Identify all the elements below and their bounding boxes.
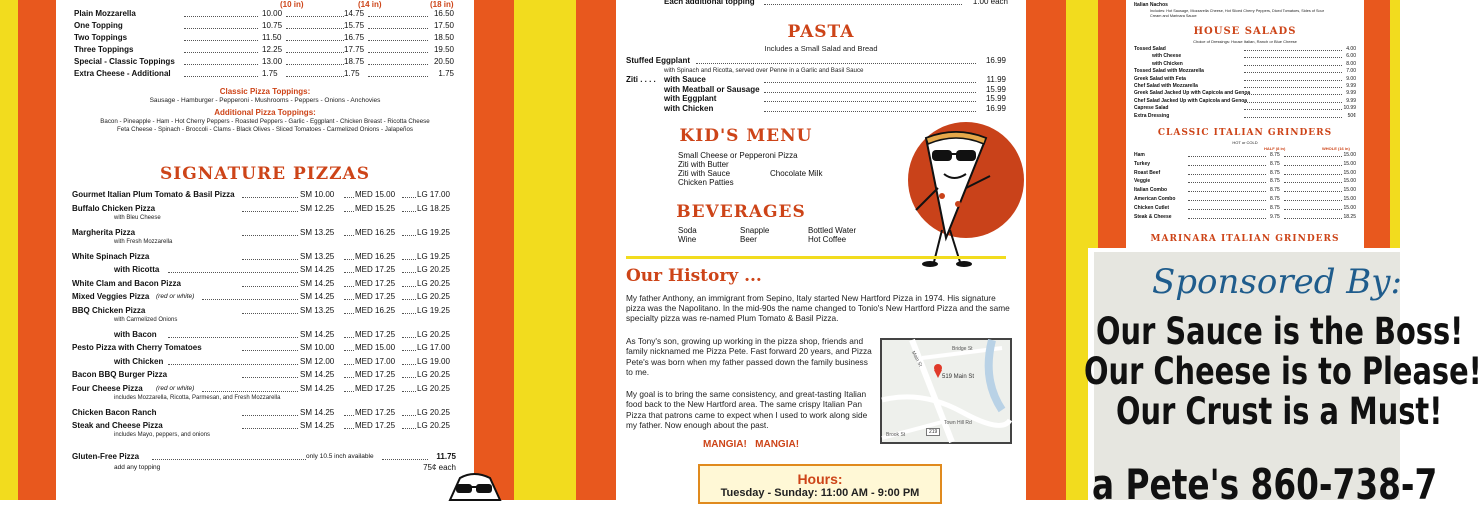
salad-row bbox=[1134, 83, 1356, 90]
grinder-whole: 15.00 bbox=[1343, 178, 1356, 185]
salad-price: 6.00 bbox=[1346, 53, 1356, 60]
price-medium: MED 17.00 bbox=[355, 356, 396, 366]
menu-page-1 bbox=[0, 0, 548, 500]
price-large: LG 20.25 bbox=[417, 329, 450, 339]
slogan-line-2: Our Cheese is to Please! bbox=[1084, 350, 1482, 393]
signature-pizza-name: Buffalo Chicken Pizza bbox=[72, 203, 156, 213]
price-medium: 18.75 bbox=[344, 57, 365, 66]
bev-beer: Beer bbox=[740, 235, 757, 244]
house-salads-title: HOUSE SALADS bbox=[1193, 26, 1297, 37]
pizza-mascot-partial-icon bbox=[444, 472, 506, 500]
size-header-small: (10 in) bbox=[280, 0, 304, 9]
salad-price: 9.99 bbox=[1346, 90, 1356, 97]
hours-box bbox=[698, 464, 942, 504]
ziti-list bbox=[664, 75, 1006, 119]
price-large: LG 20.25 bbox=[417, 278, 450, 288]
kids-menu-title: KID'S MENU bbox=[679, 126, 813, 146]
pasta-subtitle: Includes a Small Salad and Bread bbox=[764, 44, 878, 53]
signature-pizza-name: with Chicken bbox=[114, 356, 164, 366]
kids-item-5: Chocolate Milk bbox=[770, 169, 823, 178]
price-large: LG 19.25 bbox=[417, 305, 450, 315]
price-small: 12.25 bbox=[262, 45, 283, 54]
price-large: LG 19.25 bbox=[417, 227, 450, 237]
signature-pizza-row bbox=[72, 265, 456, 277]
price-medium: MED 15.25 bbox=[355, 203, 396, 213]
slogan-line-3: Our Crust is a Must! bbox=[1116, 390, 1443, 433]
salad-price: 9.99 bbox=[1346, 83, 1356, 89]
price-medium: MED 16.25 bbox=[355, 251, 396, 261]
salad-price: 50¢ bbox=[1347, 112, 1356, 119]
signature-pizza-row bbox=[72, 252, 456, 264]
price-small: SM 14.25 bbox=[300, 421, 335, 430]
price-large: LG 18.25 bbox=[417, 203, 450, 213]
price-small: SM 12.00 bbox=[300, 356, 335, 366]
grinder-half: 8.75 bbox=[1270, 178, 1280, 185]
price-medium: MED 17.25 bbox=[355, 370, 396, 379]
basic-pizza-name: Two Toppings bbox=[74, 33, 128, 42]
salad-list bbox=[1134, 46, 1356, 120]
grinder-row bbox=[1134, 161, 1356, 168]
salad-row bbox=[1134, 46, 1356, 53]
signature-pizza-name: Margherita Pizza bbox=[72, 227, 136, 237]
price-medium: MED 17.25 bbox=[355, 265, 396, 274]
bev-snapple: Snapple bbox=[740, 226, 770, 235]
signature-pizza-note: includes Mozzarella, Ricotta, Parmesan, and Fresh Mozzarella bbox=[114, 394, 281, 401]
border-left-orange bbox=[18, 0, 56, 500]
signature-pizza-row bbox=[72, 357, 456, 369]
basic-pizza-row bbox=[74, 69, 454, 81]
salad-row bbox=[1134, 76, 1356, 83]
grinder-half: 8.75 bbox=[1270, 187, 1280, 194]
signature-pizza-name: BBQ Chicken Pizza bbox=[72, 305, 146, 315]
salad-price: 9.99 bbox=[1346, 97, 1356, 104]
price-medium: 14.75 bbox=[344, 9, 365, 18]
hours-title: Hours: bbox=[797, 471, 843, 487]
price-large: LG 20.25 bbox=[417, 292, 450, 301]
salad-row bbox=[1134, 113, 1356, 120]
page-2-paper bbox=[616, 0, 1026, 500]
price-small: SM 14.25 bbox=[300, 278, 335, 288]
gluten-topping-price: 75¢ each bbox=[423, 463, 456, 472]
price-medium: 1.75 bbox=[344, 69, 360, 78]
ziti-price: 15.99 bbox=[985, 94, 1006, 103]
salad-name: Caprese Salad bbox=[1134, 105, 1169, 112]
ziti-name: with Sauce bbox=[664, 75, 706, 84]
grinder-row bbox=[1134, 214, 1356, 221]
border-left-orange bbox=[576, 0, 616, 500]
grinder-name: Ham bbox=[1134, 152, 1145, 158]
price-small: SM 13.25 bbox=[300, 227, 335, 237]
salad-name: with Cheese bbox=[1152, 53, 1182, 60]
price-small: 10.00 bbox=[262, 9, 283, 18]
map-address-label: 519 Main St bbox=[942, 374, 975, 380]
each-topping-row bbox=[664, 0, 1008, 9]
signature-pizza-row bbox=[72, 330, 456, 342]
gluten-free-availability: only 10.5 inch available bbox=[306, 453, 374, 460]
price-large: 17.50 bbox=[433, 21, 454, 30]
signature-pizza-list bbox=[72, 190, 456, 450]
grinder-name: Turkey bbox=[1134, 160, 1151, 167]
grinder-whole: 15.00 bbox=[1343, 152, 1356, 158]
grinder-row bbox=[1134, 205, 1356, 212]
nachos-row bbox=[1134, 2, 1356, 9]
price-large: LG 20.25 bbox=[417, 370, 450, 379]
kids-item-4: Chicken Patties bbox=[678, 178, 734, 187]
grinder-whole: 15.00 bbox=[1343, 169, 1356, 176]
price-medium: MED 17.25 bbox=[355, 407, 396, 417]
marinara-grinders-title: MARINARA ITALIAN GRINDERS bbox=[1150, 234, 1340, 244]
signature-pizza-name: Steak and Cheese Pizza bbox=[72, 421, 163, 430]
mangia-text: MANGIA! MANGIA! bbox=[702, 439, 800, 450]
beverages-title: BEVERAGES bbox=[676, 202, 806, 222]
grinder-name: Steak & Cheese bbox=[1134, 213, 1172, 220]
signature-pizza-name: White Clam and Bacon Pizza bbox=[72, 278, 181, 288]
signature-pizzas-title: SIGNATURE PIZZAS bbox=[159, 164, 371, 184]
salad-price: 8.00 bbox=[1346, 60, 1356, 67]
bev-coffee: Hot Coffee bbox=[808, 235, 847, 244]
salad-name: Chef Salad with Mozzarella bbox=[1134, 83, 1198, 89]
price-large: LG 20.25 bbox=[417, 407, 450, 417]
sponsored-by-text: Sponsored By: bbox=[1152, 262, 1402, 302]
signature-pizza-row bbox=[72, 370, 456, 382]
price-medium: 17.75 bbox=[344, 45, 365, 54]
bev-soda: Soda bbox=[678, 226, 697, 235]
ziti-row bbox=[664, 104, 1006, 116]
price-large: LG 20.25 bbox=[417, 265, 450, 274]
ziti-name: with Eggplant bbox=[664, 94, 717, 103]
signature-pizza-name: Mixed Veggies Pizza bbox=[72, 292, 150, 301]
price-small: SM 10.00 bbox=[300, 343, 335, 352]
border-left-yellow bbox=[0, 0, 18, 500]
grinder-half: 8.75 bbox=[1270, 204, 1280, 211]
grinder-row bbox=[1134, 178, 1356, 185]
signature-pizza-suffix: (red or white) bbox=[156, 384, 195, 392]
slogan-line-4: a Pete's 860-738-7 bbox=[1092, 460, 1438, 509]
divider-rule bbox=[626, 256, 1006, 259]
signature-pizza-suffix: (red or white) bbox=[156, 293, 195, 300]
salad-price: 4.00 bbox=[1346, 46, 1356, 52]
price-large: LG 20.25 bbox=[417, 421, 450, 430]
stuffed-eggplant-price: 16.99 bbox=[985, 56, 1006, 65]
bev-wine: Wine bbox=[678, 235, 697, 244]
history-paragraph-1: My father Anthony, an immigrant from Sepino, Italy started New Hartford Pizza in 1974. His signature pizza was the Napolitano. In the mid-90s the name changed to Tonio's New Hartford Pizza and the same specialty pizza was re-named Plum Tomato & Basil Pizza. bbox=[626, 293, 1010, 323]
price-small: 1.75 bbox=[262, 69, 278, 78]
ziti-price: 16.99 bbox=[985, 103, 1006, 113]
price-large: 1.75 bbox=[438, 69, 454, 78]
classic-toppings-list: Sausage - Hamburger - Pepperoni - Mushrooms - Peppers - Onions - Anchovies bbox=[149, 97, 381, 104]
basic-pizza-row bbox=[74, 9, 454, 21]
price-large: LG 19.25 bbox=[417, 251, 450, 261]
grinder-half: 8.75 bbox=[1270, 160, 1280, 167]
grinder-whole: 15.00 bbox=[1343, 187, 1356, 194]
grinder-half: 8.75 bbox=[1270, 169, 1280, 176]
price-small: SM 14.25 bbox=[300, 292, 335, 301]
map-street-brook: Brook St bbox=[886, 432, 906, 438]
kids-item-1: Small Cheese or Pepperoni Pizza bbox=[678, 151, 798, 160]
history-title: Our History ... bbox=[626, 266, 762, 286]
size-header-large: (18 in) bbox=[430, 0, 454, 9]
basic-pizza-name: Extra Cheese - Additional bbox=[74, 69, 171, 78]
salad-name: Tossed Salad with Mozzarella bbox=[1134, 68, 1204, 75]
ziti-price: 11.99 bbox=[986, 75, 1006, 84]
price-small: 13.00 bbox=[262, 57, 283, 66]
menu-page-2 bbox=[548, 0, 1088, 500]
grinder-whole: 15.00 bbox=[1343, 160, 1356, 167]
price-large: 20.50 bbox=[433, 57, 454, 66]
price-medium: MED 17.25 bbox=[355, 421, 396, 430]
price-medium: MED 17.25 bbox=[355, 278, 396, 288]
grinder-name: Veggie bbox=[1134, 178, 1151, 185]
gluten-topping-row bbox=[72, 463, 456, 475]
signature-pizza-name: White Spinach Pizza bbox=[72, 251, 150, 261]
signature-pizza-name: with Bacon bbox=[114, 329, 157, 339]
border-right-orange bbox=[1364, 0, 1390, 248]
salad-price: 10.99 bbox=[1343, 105, 1356, 112]
grinder-name: Italian Combo bbox=[1134, 187, 1168, 194]
ziti-price: 15.99 bbox=[985, 84, 1006, 94]
salad-row bbox=[1134, 61, 1356, 68]
salad-name: Greek Salad with Feta bbox=[1134, 75, 1186, 82]
grinder-name: Chicken Cutlet bbox=[1134, 204, 1170, 211]
additional-toppings-list-2: Feta Cheese - Spinach - Broccoli - Clams - Black Olives - Sliced Tomatoes - Carmelized Onions - Jalapeños bbox=[117, 126, 413, 133]
price-small: SM 14.25 bbox=[300, 329, 335, 339]
salad-row bbox=[1134, 105, 1356, 112]
history-paragraph-2: As Tony's son, growing up working in the pizza shop, friends and family nicknamed me Pizza Pete. Fast forward 20 years, and Pizza Pete's was born when my father passed down the family business to me. bbox=[626, 336, 872, 378]
signature-pizza-row bbox=[72, 408, 456, 420]
grinder-name: Roast Beef bbox=[1134, 169, 1161, 176]
basic-pizza-name: Plain Mozzarella bbox=[74, 9, 136, 18]
grinder-name: American Combo bbox=[1134, 196, 1176, 202]
price-large: LG 17.00 bbox=[417, 343, 450, 352]
salad-row bbox=[1134, 68, 1356, 75]
hours-line: Tuesday - Sunday: 11:00 AM - 9:00 PM bbox=[720, 487, 920, 499]
additional-toppings-list-1: Bacon - Pineapple - Ham - Hot Cherry Peppers - Roasted Peppers - Garlic - Eggplant - Chicken Breast - Ricotta Cheese bbox=[100, 118, 430, 125]
price-medium: MED 15.00 bbox=[355, 190, 396, 199]
house-salads-subtitle: Choice of Dressings: House Italian, Ranch or Blue Cheese bbox=[1193, 39, 1297, 44]
signature-pizza-name: Bacon BBQ Burger Pizza bbox=[72, 370, 168, 379]
grinder-half: 9.75 bbox=[1270, 213, 1280, 220]
price-medium: MED 16.25 bbox=[355, 305, 396, 315]
salad-name: Greek Salad Jacked Up with Capicola and Genoa bbox=[1134, 90, 1251, 97]
border-right-orange bbox=[474, 0, 514, 500]
price-large: 18.50 bbox=[433, 33, 454, 42]
stuffed-eggplant-name: Stuffed Eggplant bbox=[626, 56, 690, 65]
signature-pizza-note: with Carmelized Onions bbox=[114, 316, 178, 323]
basic-pizza-row bbox=[74, 33, 454, 45]
signature-pizza-name: Chicken Bacon Ranch bbox=[72, 407, 157, 417]
salad-name: with Chicken bbox=[1152, 60, 1183, 67]
salad-name: Tossed Salad bbox=[1134, 46, 1166, 52]
basic-pizza-name: One Topping bbox=[74, 21, 123, 30]
sponsor-sign bbox=[1084, 252, 1482, 509]
map-street-bridge: Bridge St bbox=[952, 346, 973, 352]
grinder-half: 8.75 bbox=[1270, 196, 1280, 202]
signature-pizza-name: with Ricotta bbox=[114, 265, 160, 274]
signature-pizza-note: with Bleu Cheese bbox=[114, 214, 161, 221]
price-small: SM 12.25 bbox=[300, 203, 335, 213]
basic-pizza-row bbox=[74, 45, 454, 57]
each-topping-price: 1.00 each bbox=[972, 0, 1008, 6]
salad-row bbox=[1134, 98, 1356, 105]
salad-name: Chef Salad Jacked Up with Capicola and Genoa bbox=[1134, 97, 1248, 104]
signature-pizza-note: includes Mayo, peppers, and onions bbox=[114, 432, 211, 438]
bev-water: Bottled Water bbox=[808, 226, 857, 235]
salad-price: 9.00 bbox=[1346, 75, 1356, 82]
border-right-yellow bbox=[1066, 0, 1088, 500]
signature-pizza-name: Pesto Pizza with Cherry Tomatoes bbox=[72, 343, 202, 352]
grinders-half-header: HALF (8 in) bbox=[1264, 146, 1286, 151]
price-large: 19.50 bbox=[433, 45, 454, 54]
border-left-orange bbox=[1098, 0, 1126, 248]
price-medium: MED 17.25 bbox=[355, 383, 396, 393]
price-large: LG 20.25 bbox=[417, 383, 450, 393]
map-street-townhill: Town Hill Rd bbox=[944, 420, 972, 426]
price-small: SM 10.00 bbox=[300, 190, 335, 199]
map-street-main: Main St bbox=[909, 350, 924, 368]
signature-pizza-row bbox=[72, 279, 456, 291]
ziti-name: with Chicken bbox=[664, 103, 714, 113]
page-3-paper bbox=[1126, 0, 1364, 248]
signature-pizza-name: Four Cheese Pizza bbox=[72, 383, 143, 393]
size-header-medium: (14 in) bbox=[358, 0, 382, 9]
border-right-yellow bbox=[514, 0, 548, 500]
slogan-line-1: Our Sauce is the Boss! bbox=[1096, 310, 1464, 353]
price-small: SM 14.25 bbox=[300, 407, 335, 417]
store-map bbox=[880, 338, 1012, 444]
grinder-whole: 15.00 bbox=[1343, 204, 1356, 211]
price-small: 10.75 bbox=[262, 21, 283, 30]
border-right-yellow bbox=[1390, 0, 1400, 248]
kids-item-2: Ziti with Butter bbox=[678, 160, 729, 169]
price-medium: MED 17.25 bbox=[355, 329, 396, 339]
price-medium: MED 16.25 bbox=[355, 227, 396, 237]
stuffed-eggplant-note: with Spinach and Ricotta, served over Penne in a Garlic and Basil Sauce bbox=[664, 67, 864, 74]
kids-item-3: Ziti with Sauce bbox=[678, 169, 731, 178]
signature-pizza-name: Gourmet Italian Plum Tomato & Basil Pizza bbox=[72, 190, 235, 199]
signature-pizza-note: with Fresh Mozzarella bbox=[114, 238, 173, 245]
nachos-note: Includes: Hot Sausage, Mozzarella Cheese, Hot Sliced Cherry Peppers, Diced Tomatoes, Sides of Sour Cream and Marinara Sauce bbox=[1150, 9, 1325, 18]
price-medium: MED 17.25 bbox=[355, 292, 396, 301]
salad-price: 7.00 bbox=[1346, 68, 1356, 75]
price-small: 11.50 bbox=[262, 33, 282, 42]
history-paragraph-3: My goal is to bring the same consistency, and great-tasting Italian food back to the New Hartford area. The same crispy Italian Pan Pizza that patrons came to expect when I used to work along side my father. Now enough about the past. bbox=[626, 389, 868, 431]
grinder-whole: 18.25 bbox=[1343, 213, 1356, 220]
price-small: SM 14.25 bbox=[300, 265, 335, 274]
salad-row bbox=[1134, 90, 1356, 97]
basic-pizza-row bbox=[74, 57, 454, 69]
page-1-paper bbox=[56, 0, 474, 500]
signature-pizza-row bbox=[72, 292, 456, 304]
gluten-topping-note: add any topping bbox=[114, 464, 161, 471]
grinders-whole-header: WHOLE (16 in) bbox=[1322, 146, 1350, 151]
grinder-row bbox=[1134, 196, 1356, 203]
salad-name: Extra Dressing bbox=[1134, 112, 1170, 119]
signature-pizza-row bbox=[72, 343, 456, 355]
pasta-title: PASTA bbox=[787, 22, 855, 42]
ziti-label: Ziti . . . . bbox=[626, 75, 656, 84]
grinder-whole: 15.00 bbox=[1343, 196, 1356, 202]
grinder-list bbox=[1134, 152, 1356, 224]
salad-row bbox=[1134, 53, 1356, 60]
signature-pizza-row bbox=[72, 190, 456, 202]
price-small: SM 13.25 bbox=[300, 251, 335, 261]
map-route-badge: 219 bbox=[926, 428, 940, 436]
nachos-name: Italian Nachos bbox=[1134, 2, 1168, 8]
price-large: 16.50 bbox=[433, 9, 454, 18]
price-medium: 15.75 bbox=[344, 21, 365, 30]
basic-pizza-name: Three Toppings bbox=[74, 45, 134, 54]
price-small: SM 14.25 bbox=[300, 383, 335, 393]
grinder-row bbox=[1134, 170, 1356, 177]
additional-toppings-title: Additional Pizza Toppings: bbox=[214, 108, 316, 117]
border-right-orange bbox=[1026, 0, 1066, 500]
price-large: LG 17.00 bbox=[417, 190, 450, 199]
gluten-free-name: Gluten-Free Pizza bbox=[72, 452, 140, 461]
price-small: SM 13.25 bbox=[300, 305, 335, 315]
basic-pizza-list bbox=[74, 9, 454, 81]
menu-page-3 bbox=[1088, 0, 1400, 248]
border-left-yellow bbox=[1088, 0, 1098, 248]
classic-toppings-title: Classic Pizza Toppings: bbox=[219, 87, 311, 96]
price-medium: 16.75 bbox=[344, 33, 365, 42]
grinder-row bbox=[1134, 187, 1356, 194]
price-small: SM 14.25 bbox=[300, 370, 335, 379]
grinder-half: 8.75 bbox=[1270, 152, 1280, 158]
price-medium: MED 15.00 bbox=[355, 343, 396, 352]
ziti-name: with Meatball or Sausage bbox=[664, 84, 760, 94]
each-topping-label: Each additional topping bbox=[664, 0, 755, 6]
gluten-free-price: 11.75 bbox=[436, 452, 456, 461]
pizza-mascot-icon bbox=[886, 118, 1016, 268]
price-large: LG 19.00 bbox=[417, 356, 450, 366]
border-left-yellow bbox=[548, 0, 576, 500]
basic-pizza-name: Special - Classic Toppings bbox=[74, 57, 175, 66]
basic-pizza-row bbox=[74, 21, 454, 33]
grinder-row bbox=[1134, 152, 1356, 159]
grinders-subtitle: HOT or COLD bbox=[1232, 140, 1258, 145]
grinders-title: CLASSIC ITALIAN GRINDERS bbox=[1157, 128, 1333, 138]
